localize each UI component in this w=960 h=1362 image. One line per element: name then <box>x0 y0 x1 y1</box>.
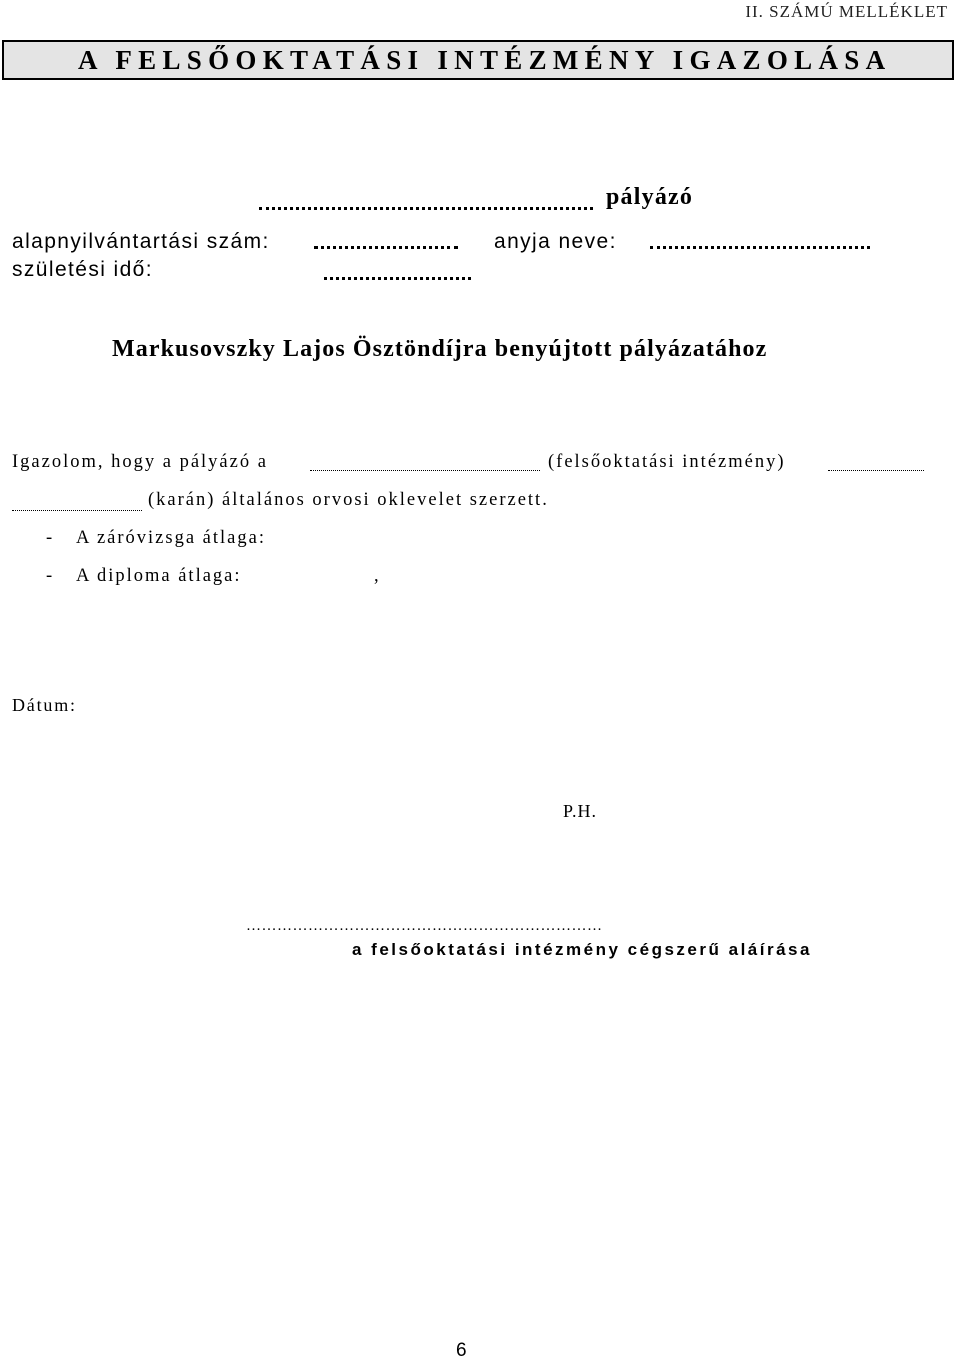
signature-line: …………………………………………………………… <box>246 918 603 934</box>
mother-name-field[interactable] <box>650 246 870 249</box>
final-exam-dash: - <box>46 528 55 548</box>
registration-number-field[interactable] <box>314 246 458 249</box>
birth-date-field[interactable] <box>324 277 471 280</box>
birth-date-label: születési idő: <box>12 258 153 281</box>
certificate-line1-suffix: (felsőoktatási intézmény) <box>548 452 786 472</box>
registration-number-label: alapnyilvántartási szám: <box>12 230 270 253</box>
certificate-line2: (karán) általános orvosi oklevelet szerzett. <box>148 490 549 510</box>
final-exam-average-label: A záróvizsga átlaga: <box>76 528 266 548</box>
page-number: 6 <box>456 1340 467 1361</box>
diploma-average-label: A diploma átlaga: <box>76 566 242 586</box>
diploma-dash: - <box>46 566 55 586</box>
diploma-average-comma: , <box>374 566 381 586</box>
page-title: A FELSŐOKTATÁSI INTÉZMÉNY IGAZOLÁSA <box>78 45 892 75</box>
scholarship-heading: Markusovszky Lajos Ösztöndíjra benyújtott pályázatához <box>112 336 768 362</box>
stamp-label: P.H. <box>563 801 598 821</box>
institution-field[interactable] <box>310 470 540 471</box>
mother-name-label: anyja neve: <box>494 230 617 253</box>
institution-continued-field[interactable] <box>828 470 924 471</box>
signature-label: a felsőoktatási intézmény cégszerű aláírása <box>352 940 812 959</box>
annex-label: II. SZÁMÚ MELLÉKLET <box>745 2 948 21</box>
date-label: Dátum: <box>12 695 77 715</box>
faculty-field[interactable] <box>12 510 142 511</box>
certificate-line1-prefix: Igazolom, hogy a pályázó a <box>12 452 268 472</box>
applicant-name-field[interactable] <box>259 207 593 210</box>
applicant-label: pályázó <box>606 184 694 210</box>
title-box <box>2 40 954 80</box>
